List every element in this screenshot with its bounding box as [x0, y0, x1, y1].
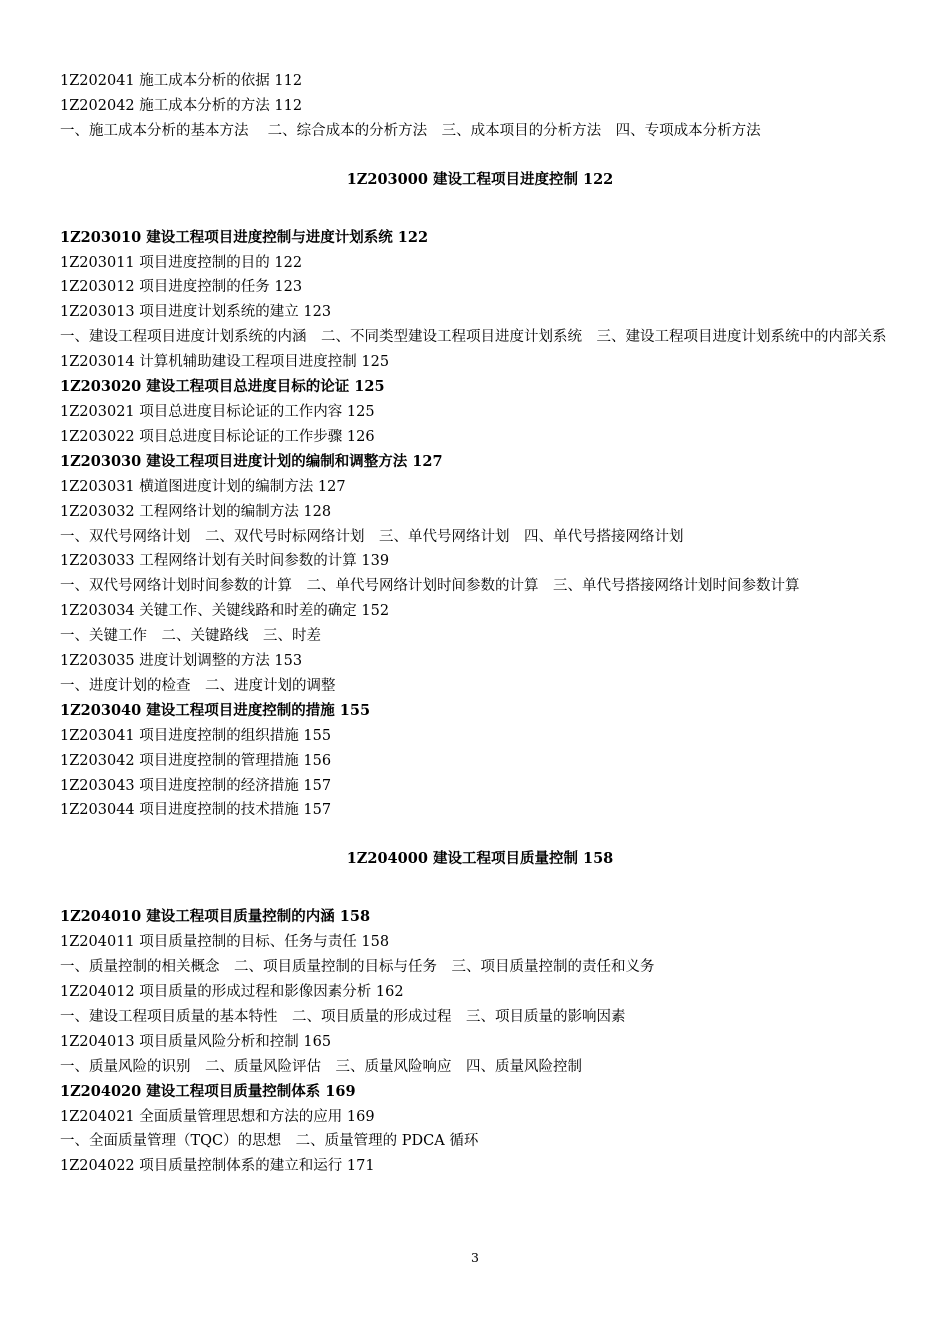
toc-line: 1Z203033 工程网络计划有关时间参数的计算 139 [60, 553, 390, 570]
toc-line: 1Z203044 项目进度控制的技术措施 157 [60, 802, 332, 819]
section-block-a [60, 69, 900, 144]
chapter-heading: 1Z204000 建设工程项目质量控制 158 [346, 850, 614, 868]
toc-line: 1Z204022 项目质量控制体系的建立和运行 171 [60, 1158, 375, 1175]
toc-line: 一、施工成本分析的基本方法 二、综合成本的分析方法 三、成本项目的分析方法 四、专项成本分析方法 [60, 122, 761, 139]
toc-line: 1Z202042 施工成本分析的方法 112 [60, 97, 303, 114]
section-heading: 1Z204010 建设工程项目质量控制的内涵 158 [60, 908, 371, 926]
toc-line: 1Z203035 进度计划调整的方法 153 [60, 653, 303, 670]
section-heading: 1Z203010 建设工程项目进度控制与进度计划系统 122 [60, 228, 429, 246]
toc-line: 一、建设工程项目质量的基本特性 二、项目质量的形成过程 三、项目质量的影响因素 [60, 1008, 626, 1025]
toc-line: 一、全面质量管理（TQC）的思想 二、质量管理的 PDCA 循环 [60, 1133, 479, 1150]
toc-line: 1Z203021 项目总进度目标论证的工作内容 125 [60, 403, 375, 420]
section-heading: 1Z203020 建设工程项目总进度目标的论证 125 [60, 378, 385, 396]
toc-line: 1Z203042 项目进度控制的管理措施 156 [60, 752, 332, 769]
toc-line: 1Z203043 项目进度控制的经济措施 157 [60, 777, 332, 794]
toc-line: 1Z203011 项目进度控制的目的 122 [60, 254, 303, 271]
toc-line: 1Z204021 全面质量管理思想和方法的应用 169 [60, 1108, 375, 1125]
section-heading: 1Z203040 建设工程项目进度控制的措施 155 [60, 701, 371, 719]
document-body [60, 69, 900, 1179]
toc-line: 1Z203032 工程网络计划的编制方法 128 [60, 503, 332, 520]
chapter-heading: 1Z203000 建设工程项目进度控制 122 [346, 170, 614, 188]
toc-line: 1Z203031 横道图进度计划的编制方法 127 [60, 478, 346, 495]
toc-line: 1Z203013 项目进度计划系统的建立 123 [60, 304, 332, 321]
toc-line: 一、进度计划的检查 二、进度计划的调整 [60, 677, 336, 694]
toc-line: 一、建设工程项目进度计划系统的内涵 二、不同类型建设工程项目进度计划系统 三、建设工程项目进度计划系统中的内部关系 [60, 329, 887, 346]
section-heading: 1Z203030 建设工程项目进度计划的编制和调整方法 127 [60, 452, 443, 470]
toc-line: 一、双代号网络计划 二、双代号时标网络计划 三、单代号网络计划 四、单代号搭接网络计划 [60, 528, 684, 545]
toc-line: 1Z204012 项目质量的形成过程和影像因素分析 162 [60, 984, 404, 1000]
toc-line: 一、关键工作 二、关键路线 三、时差 [60, 628, 321, 645]
toc-line: 一、质量控制的相关概念 二、项目质量控制的目标与任务 三、项目质量控制的责任和义务 [60, 959, 655, 976]
section-block-b [60, 226, 900, 824]
section-block-c [60, 905, 900, 1179]
toc-line: 一、双代号网络计划时间参数的计算 二、单代号网络计划时间参数的计算 三、单代号搭接网络计划时间参数计算 [60, 578, 800, 595]
page-number: 3 [471, 1250, 479, 1265]
toc-line: 一、质量风险的识别 二、质量风险评估 三、质量风险响应 四、质量风险控制 [60, 1058, 582, 1075]
toc-line: 1Z203022 项目总进度目标论证的工作步骤 126 [60, 428, 375, 445]
toc-line: 1Z203012 项目进度控制的任务 123 [60, 279, 303, 296]
section-heading: 1Z204020 建设工程项目质量控制体系 169 [60, 1082, 356, 1100]
toc-line: 1Z203034 关键工作、关键线路和时差的确定 152 [60, 603, 390, 620]
toc-line: 1Z203014 计算机辅助建设工程项目进度控制 125 [60, 354, 390, 371]
toc-line: 1Z202041 施工成本分析的依据 112 [60, 73, 303, 89]
toc-line: 1Z204013 项目质量风险分析和控制 165 [60, 1033, 332, 1050]
toc-line: 1Z203041 项目进度控制的组织措施 155 [60, 727, 332, 744]
toc-line: 1Z204011 项目质量控制的目标、任务与责任 158 [60, 934, 390, 951]
